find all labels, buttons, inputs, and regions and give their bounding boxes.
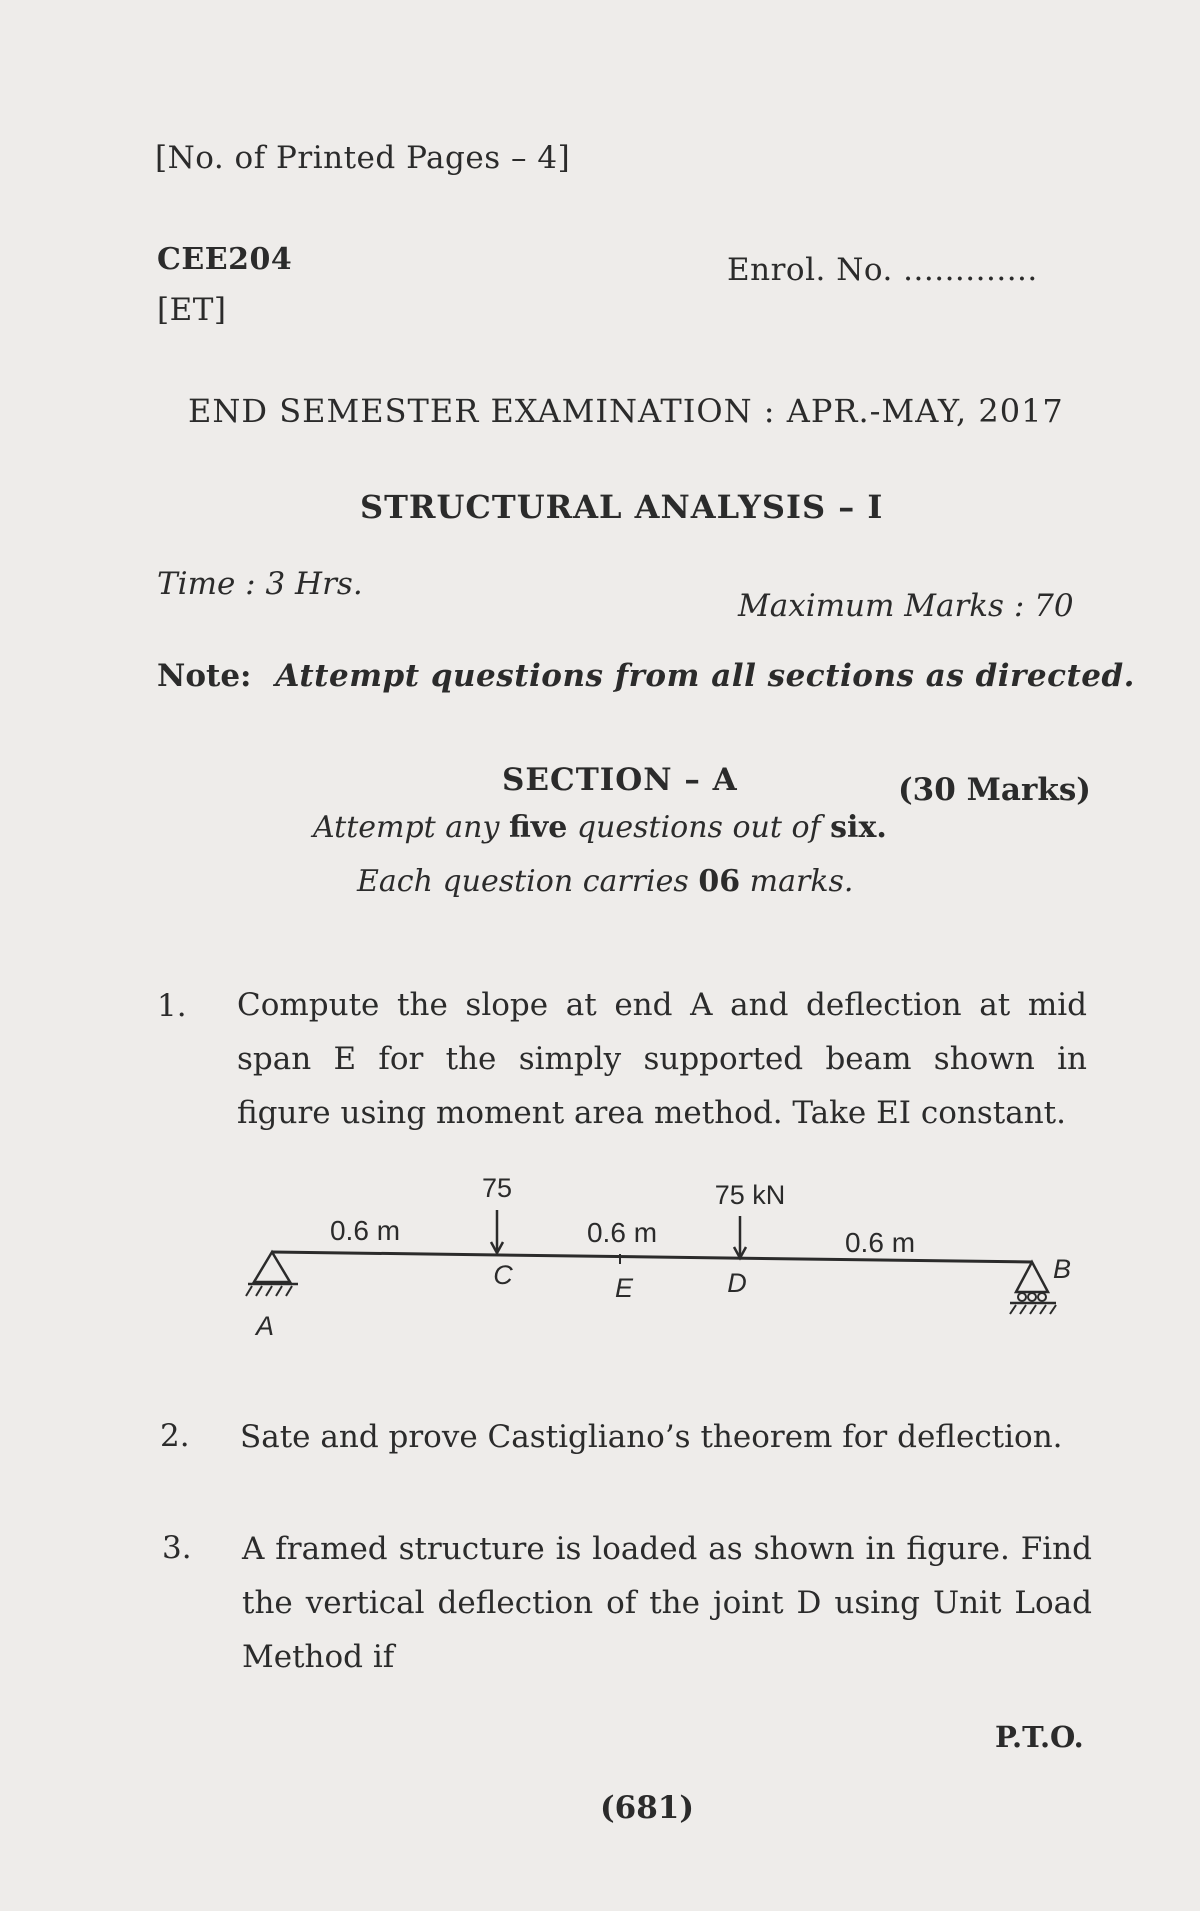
page-code: (681) bbox=[600, 1790, 695, 1826]
beam-figure bbox=[240, 1160, 1080, 1350]
note-label: Note: bbox=[157, 658, 252, 694]
span-cd-label: 0.6 m bbox=[586, 1217, 658, 1248]
span-db-label: 0.6 m bbox=[844, 1227, 916, 1258]
enrol-number-field: Enrol. No. ............. bbox=[727, 252, 1038, 288]
max-marks: Maximum Marks : 70 bbox=[738, 588, 1074, 624]
question-1-text: Compute the slope at end A and deflection at mid span E for the simply supported beam shown in figure using moment area method. Take EI constant. bbox=[237, 987, 1087, 1131]
question-2-number: 2. bbox=[160, 1418, 190, 1454]
exam-title: END SEMESTER EXAMINATION : APR.-MAY, 2017 bbox=[188, 392, 1064, 430]
point-c-label: C bbox=[493, 1260, 513, 1290]
load-c-label: 75 bbox=[481, 1173, 513, 1203]
support-b-hatch bbox=[1010, 1305, 1056, 1314]
question-2-text: Sate and prove Castigliano’s theorem for deflection. bbox=[240, 1419, 1063, 1455]
printed-pages-note: [No. of Printed Pages – 4] bbox=[155, 140, 571, 176]
course-code: CEE204 bbox=[157, 242, 293, 277]
subject-title: STRUCTURAL ANALYSIS – I bbox=[360, 488, 884, 526]
section-a-marks: (30 Marks) bbox=[898, 772, 1091, 808]
support-b-roller bbox=[1016, 1262, 1048, 1292]
pto-note: P.T.O. bbox=[995, 1720, 1084, 1754]
course-tag: [ET] bbox=[157, 292, 227, 328]
section-a-title: SECTION – A bbox=[502, 762, 738, 798]
section-a-instruction-1: Attempt any five questions out of six. bbox=[313, 810, 887, 845]
point-e-label: E bbox=[614, 1273, 634, 1303]
note-line bbox=[157, 658, 1135, 694]
note-text: Attempt questions from all sections as directed. bbox=[275, 658, 1135, 694]
question-3-number: 3. bbox=[162, 1530, 192, 1566]
point-d-label: D bbox=[727, 1268, 747, 1298]
question-3-text: A framed structure is loaded as shown in figure. Find the vertical deflection of the joint D using Unit Load Method if bbox=[242, 1531, 1092, 1675]
support-a-pin bbox=[254, 1252, 290, 1282]
exam-time: Time : 3 Hrs. bbox=[157, 566, 363, 602]
point-a-label: A bbox=[255, 1311, 275, 1341]
section-a-instruction-2: Each question carries 06 marks. bbox=[357, 864, 854, 899]
support-a-hatch bbox=[246, 1286, 292, 1296]
span-ac-label: 0.6 m bbox=[329, 1215, 401, 1246]
point-b-label: B bbox=[1052, 1254, 1072, 1284]
beam-line bbox=[272, 1252, 1032, 1262]
load-d-label: 75 kN bbox=[714, 1180, 786, 1210]
question-1-number: 1. bbox=[157, 988, 187, 1024]
